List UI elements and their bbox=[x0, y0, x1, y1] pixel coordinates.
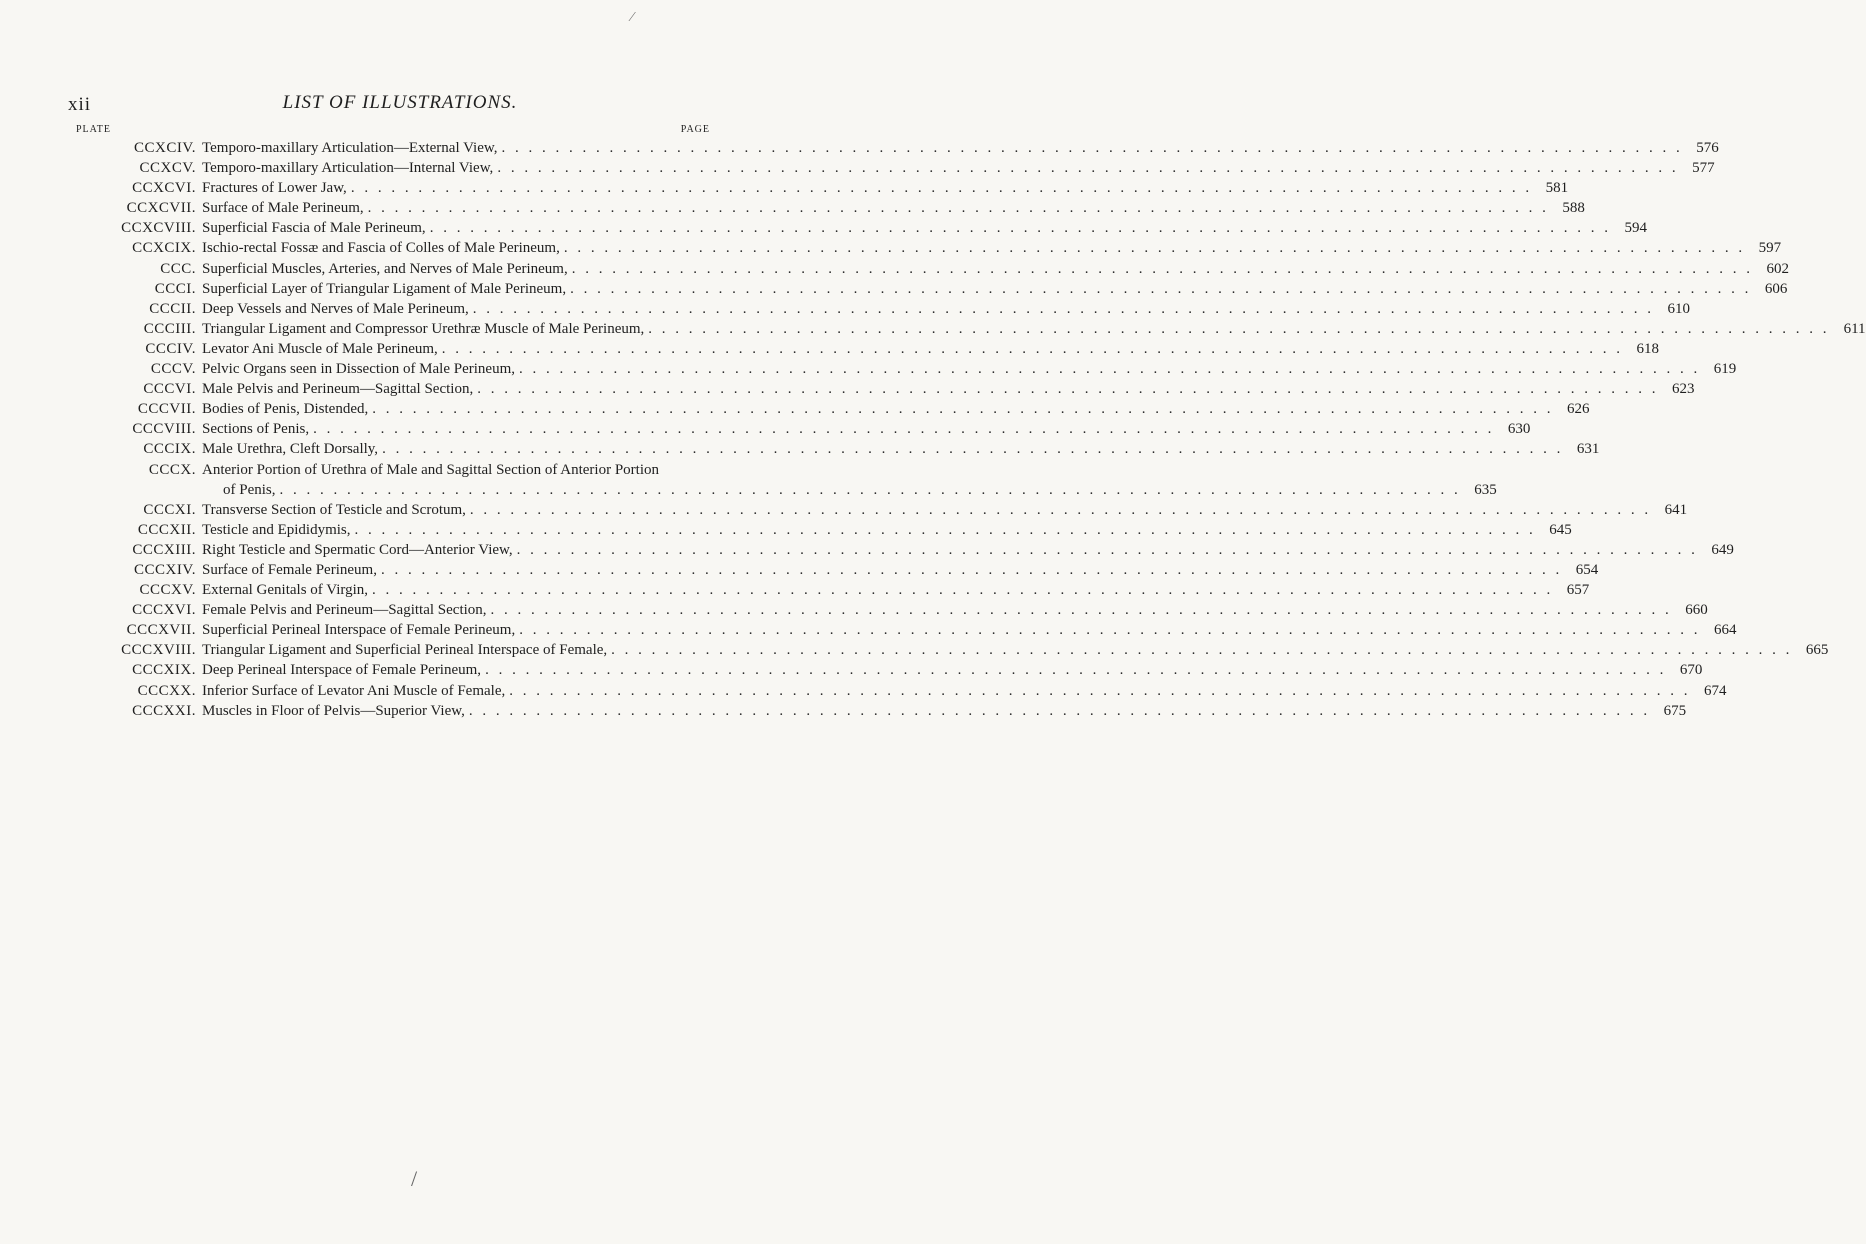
list-item bbox=[60, 439, 1600, 459]
list-item bbox=[60, 500, 1688, 520]
page-ref: 665 bbox=[1805, 642, 1829, 659]
illustration-title: Sections of Penis, bbox=[202, 421, 310, 438]
dot-leader bbox=[515, 620, 1700, 640]
plate-number: CCXCVI. bbox=[132, 180, 196, 197]
plate-number: CCCXIV. bbox=[134, 561, 196, 578]
list-item bbox=[60, 259, 1789, 279]
page-ref: 602 bbox=[1766, 260, 1789, 277]
dot-leader bbox=[497, 138, 1682, 158]
dot-leader bbox=[364, 198, 1549, 218]
list-item bbox=[60, 580, 1590, 600]
list-item bbox=[60, 560, 1599, 580]
list-item bbox=[60, 339, 1660, 359]
illustration-title: Triangular Ligament and Compressor Urethræ Muscle of Male Perineum, bbox=[202, 320, 645, 337]
page-ref: 635 bbox=[1474, 481, 1497, 498]
plate-number: CCCXV. bbox=[139, 582, 196, 599]
list-item bbox=[60, 540, 1734, 560]
illustration-title: Superficial Layer of Triangular Ligament of Male Perineum, bbox=[202, 280, 567, 297]
list-item bbox=[60, 620, 1737, 640]
list-item bbox=[60, 359, 1737, 379]
plate-number: CCCIX. bbox=[143, 441, 196, 458]
plate-column-header: PLATE bbox=[76, 124, 111, 135]
page-ref: 657 bbox=[1566, 582, 1590, 599]
illustration-title-continuation: of Penis, bbox=[223, 481, 276, 498]
list-item bbox=[60, 419, 1531, 439]
plate-number: CCXCV. bbox=[139, 160, 196, 177]
list-item bbox=[60, 279, 1788, 299]
page-ref: 670 bbox=[1679, 662, 1703, 679]
plate-number: CCCI. bbox=[154, 280, 196, 297]
plate-number: CCCXVI. bbox=[132, 602, 196, 619]
dot-leader bbox=[309, 419, 1494, 439]
plate-number: CCCXVIII. bbox=[121, 642, 196, 659]
plate-number: CCXCIX. bbox=[132, 240, 196, 257]
illustration-title: Male Urethra, Cleft Dorsally, bbox=[202, 441, 379, 458]
page-ref: 654 bbox=[1575, 561, 1599, 578]
page-ref: 649 bbox=[1711, 541, 1734, 558]
illustration-title: Superficial Fascia of Male Perineum, bbox=[202, 220, 426, 237]
plate-number: CCCXVII. bbox=[126, 622, 196, 639]
plate-number: CCCXI. bbox=[143, 501, 196, 518]
list-item bbox=[60, 640, 1829, 660]
list-item bbox=[60, 701, 1687, 721]
list-item bbox=[60, 379, 1695, 399]
illustration-title: Temporo-maxillary Articulation—Internal View, bbox=[202, 160, 494, 177]
illustration-title: Muscles in Floor of Pelvis—Superior View, bbox=[202, 702, 465, 719]
list-item bbox=[60, 520, 1572, 540]
dot-leader bbox=[276, 480, 1461, 500]
page-ref: 630 bbox=[1507, 421, 1531, 438]
list-item bbox=[60, 600, 1708, 620]
page-ref: 619 bbox=[1713, 361, 1737, 378]
list-item bbox=[60, 238, 1782, 258]
illustration-title: Right Testicle and Spermatic Cord—Anterior View, bbox=[202, 541, 513, 558]
dot-leader bbox=[469, 299, 1654, 319]
list-item bbox=[60, 660, 1703, 680]
page-ref: 675 bbox=[1663, 702, 1687, 719]
dot-leader bbox=[438, 339, 1623, 359]
dot-leader bbox=[465, 701, 1650, 721]
illustration-title: Superficial Muscles, Arteries, and Nerves of Male Perineum, bbox=[202, 260, 568, 277]
dot-leader bbox=[515, 359, 1700, 379]
dot-leader bbox=[368, 580, 1553, 600]
plate-number: CCCXII. bbox=[137, 521, 196, 538]
page-ref: 606 bbox=[1764, 280, 1788, 297]
plate-number: CCCXX. bbox=[137, 682, 196, 699]
illustration-title: External Genitals of Virgin, bbox=[202, 582, 369, 599]
list-item bbox=[60, 681, 1727, 701]
illustration-title: Inferior Surface of Levator Ani Muscle of Female, bbox=[202, 682, 506, 699]
plate-number: CCCXIII. bbox=[132, 541, 196, 558]
illustration-title: Fractures of Lower Jaw, bbox=[202, 180, 347, 197]
page-ref: 623 bbox=[1671, 381, 1695, 398]
list-item bbox=[60, 198, 1585, 218]
list-item bbox=[60, 319, 1866, 339]
list-item bbox=[60, 218, 1647, 238]
dot-leader bbox=[473, 379, 1658, 399]
plate-number: CCCXXI. bbox=[132, 702, 196, 719]
illustration-title: Testicle and Epididymis, bbox=[202, 521, 351, 538]
dot-leader bbox=[368, 399, 1553, 419]
page-ref: 626 bbox=[1567, 401, 1590, 418]
running-head: LIST OF ILLUSTRATIONS. bbox=[282, 92, 518, 113]
page-ref: 618 bbox=[1636, 340, 1660, 357]
dot-leader bbox=[487, 600, 1672, 620]
page-ref: 641 bbox=[1664, 501, 1688, 518]
page-ref: 577 bbox=[1692, 160, 1715, 177]
page-ref: 594 bbox=[1624, 220, 1647, 237]
illustration-title: Superficial Perineal Interspace of Female Perineum, bbox=[202, 622, 516, 639]
page-number: xii bbox=[68, 94, 92, 115]
page-ref: 597 bbox=[1758, 240, 1782, 257]
plate-number: CCCV. bbox=[150, 361, 196, 378]
illustration-title: Transverse Section of Testicle and Scrotum, bbox=[202, 501, 466, 518]
dot-leader bbox=[481, 660, 1666, 680]
dot-leader bbox=[351, 520, 1536, 540]
plate-number: CCCIII. bbox=[143, 320, 196, 337]
list-item-continuation bbox=[60, 480, 1497, 500]
list-item bbox=[60, 178, 1569, 198]
page-ref: 660 bbox=[1685, 602, 1708, 619]
dot-leader bbox=[568, 259, 1753, 279]
dot-leader bbox=[607, 640, 1792, 660]
page-ref: 664 bbox=[1713, 622, 1737, 639]
page-ref: 576 bbox=[1696, 140, 1719, 156]
illustration-title: Temporo-maxillary Articulation—External View, bbox=[202, 140, 498, 156]
list-item bbox=[60, 138, 1719, 158]
illustration-title: Pelvic Organs seen in Dissection of Male Perineum, bbox=[202, 361, 515, 378]
dot-leader bbox=[493, 158, 1678, 178]
page-ref: 631 bbox=[1576, 441, 1600, 458]
page-column-header: PAGE bbox=[680, 124, 710, 135]
dot-leader bbox=[426, 218, 1611, 238]
dot-leader bbox=[377, 560, 1562, 580]
plate-number: CCCX. bbox=[148, 461, 196, 478]
page-ref: 588 bbox=[1562, 200, 1585, 217]
plate-number: CCCII. bbox=[149, 300, 196, 317]
plate-number: CCCIV. bbox=[145, 340, 196, 357]
page-ref: 674 bbox=[1703, 682, 1727, 699]
illustration-title: Triangular Ligament and Superficial Perineal Interspace of Female, bbox=[202, 642, 608, 659]
illustration-title: Deep Vessels and Nerves of Male Perineum, bbox=[202, 300, 469, 317]
stray-mark: ⁄ bbox=[631, 10, 634, 25]
illustration-title: Male Pelvis and Perineum—Sagittal Section, bbox=[202, 381, 474, 398]
illustration-title: Levator Ani Muscle of Male Perineum, bbox=[202, 340, 438, 357]
illustration-title: Surface of Male Perineum, bbox=[202, 200, 364, 217]
dot-leader bbox=[644, 319, 1829, 339]
page-ref: 611 bbox=[1843, 320, 1866, 337]
plate-number: CCXCVIII. bbox=[121, 220, 196, 237]
list-item bbox=[60, 399, 1590, 419]
dot-leader bbox=[378, 439, 1563, 459]
illustration-title: Deep Perineal Interspace of Female Perineum, bbox=[202, 662, 482, 679]
dot-leader bbox=[505, 681, 1690, 701]
plate-number: CCCVI. bbox=[143, 381, 196, 398]
illustration-list bbox=[60, 138, 1866, 721]
dot-leader bbox=[466, 500, 1651, 520]
page-ref: 610 bbox=[1667, 300, 1690, 317]
illustration-title: Anterior Portion of Urethra of Male and Sagittal Section of Anterior Portion bbox=[202, 461, 659, 478]
illustration-title: Female Pelvis and Perineum—Sagittal Section, bbox=[202, 602, 487, 619]
plate-number: CCC. bbox=[160, 260, 196, 277]
list-item bbox=[60, 299, 1690, 319]
list-item bbox=[60, 460, 710, 480]
dot-leader bbox=[566, 279, 1751, 299]
plate-number: CCCVII. bbox=[137, 401, 196, 418]
dot-leader bbox=[513, 540, 1698, 560]
dot-leader bbox=[347, 178, 1532, 198]
illustration-title: Surface of Female Perineum, bbox=[202, 561, 377, 578]
illustration-title: Ischio-rectal Fossæ and Fascia of Colles of Male Perineum, bbox=[202, 240, 560, 257]
list-item bbox=[60, 158, 1715, 178]
plate-number: CCCXIX. bbox=[132, 662, 196, 679]
plate-number: CCXCVII. bbox=[126, 200, 196, 217]
plate-number: CCXCIV. bbox=[134, 140, 196, 156]
dot-leader bbox=[560, 238, 1745, 258]
page-ref: 645 bbox=[1549, 521, 1572, 538]
stray-mark: / bbox=[411, 1166, 418, 1191]
plate-number: CCCVIII. bbox=[132, 421, 196, 438]
illustration-title: Bodies of Penis, Distended, bbox=[202, 401, 369, 418]
page-ref: 581 bbox=[1545, 180, 1569, 197]
